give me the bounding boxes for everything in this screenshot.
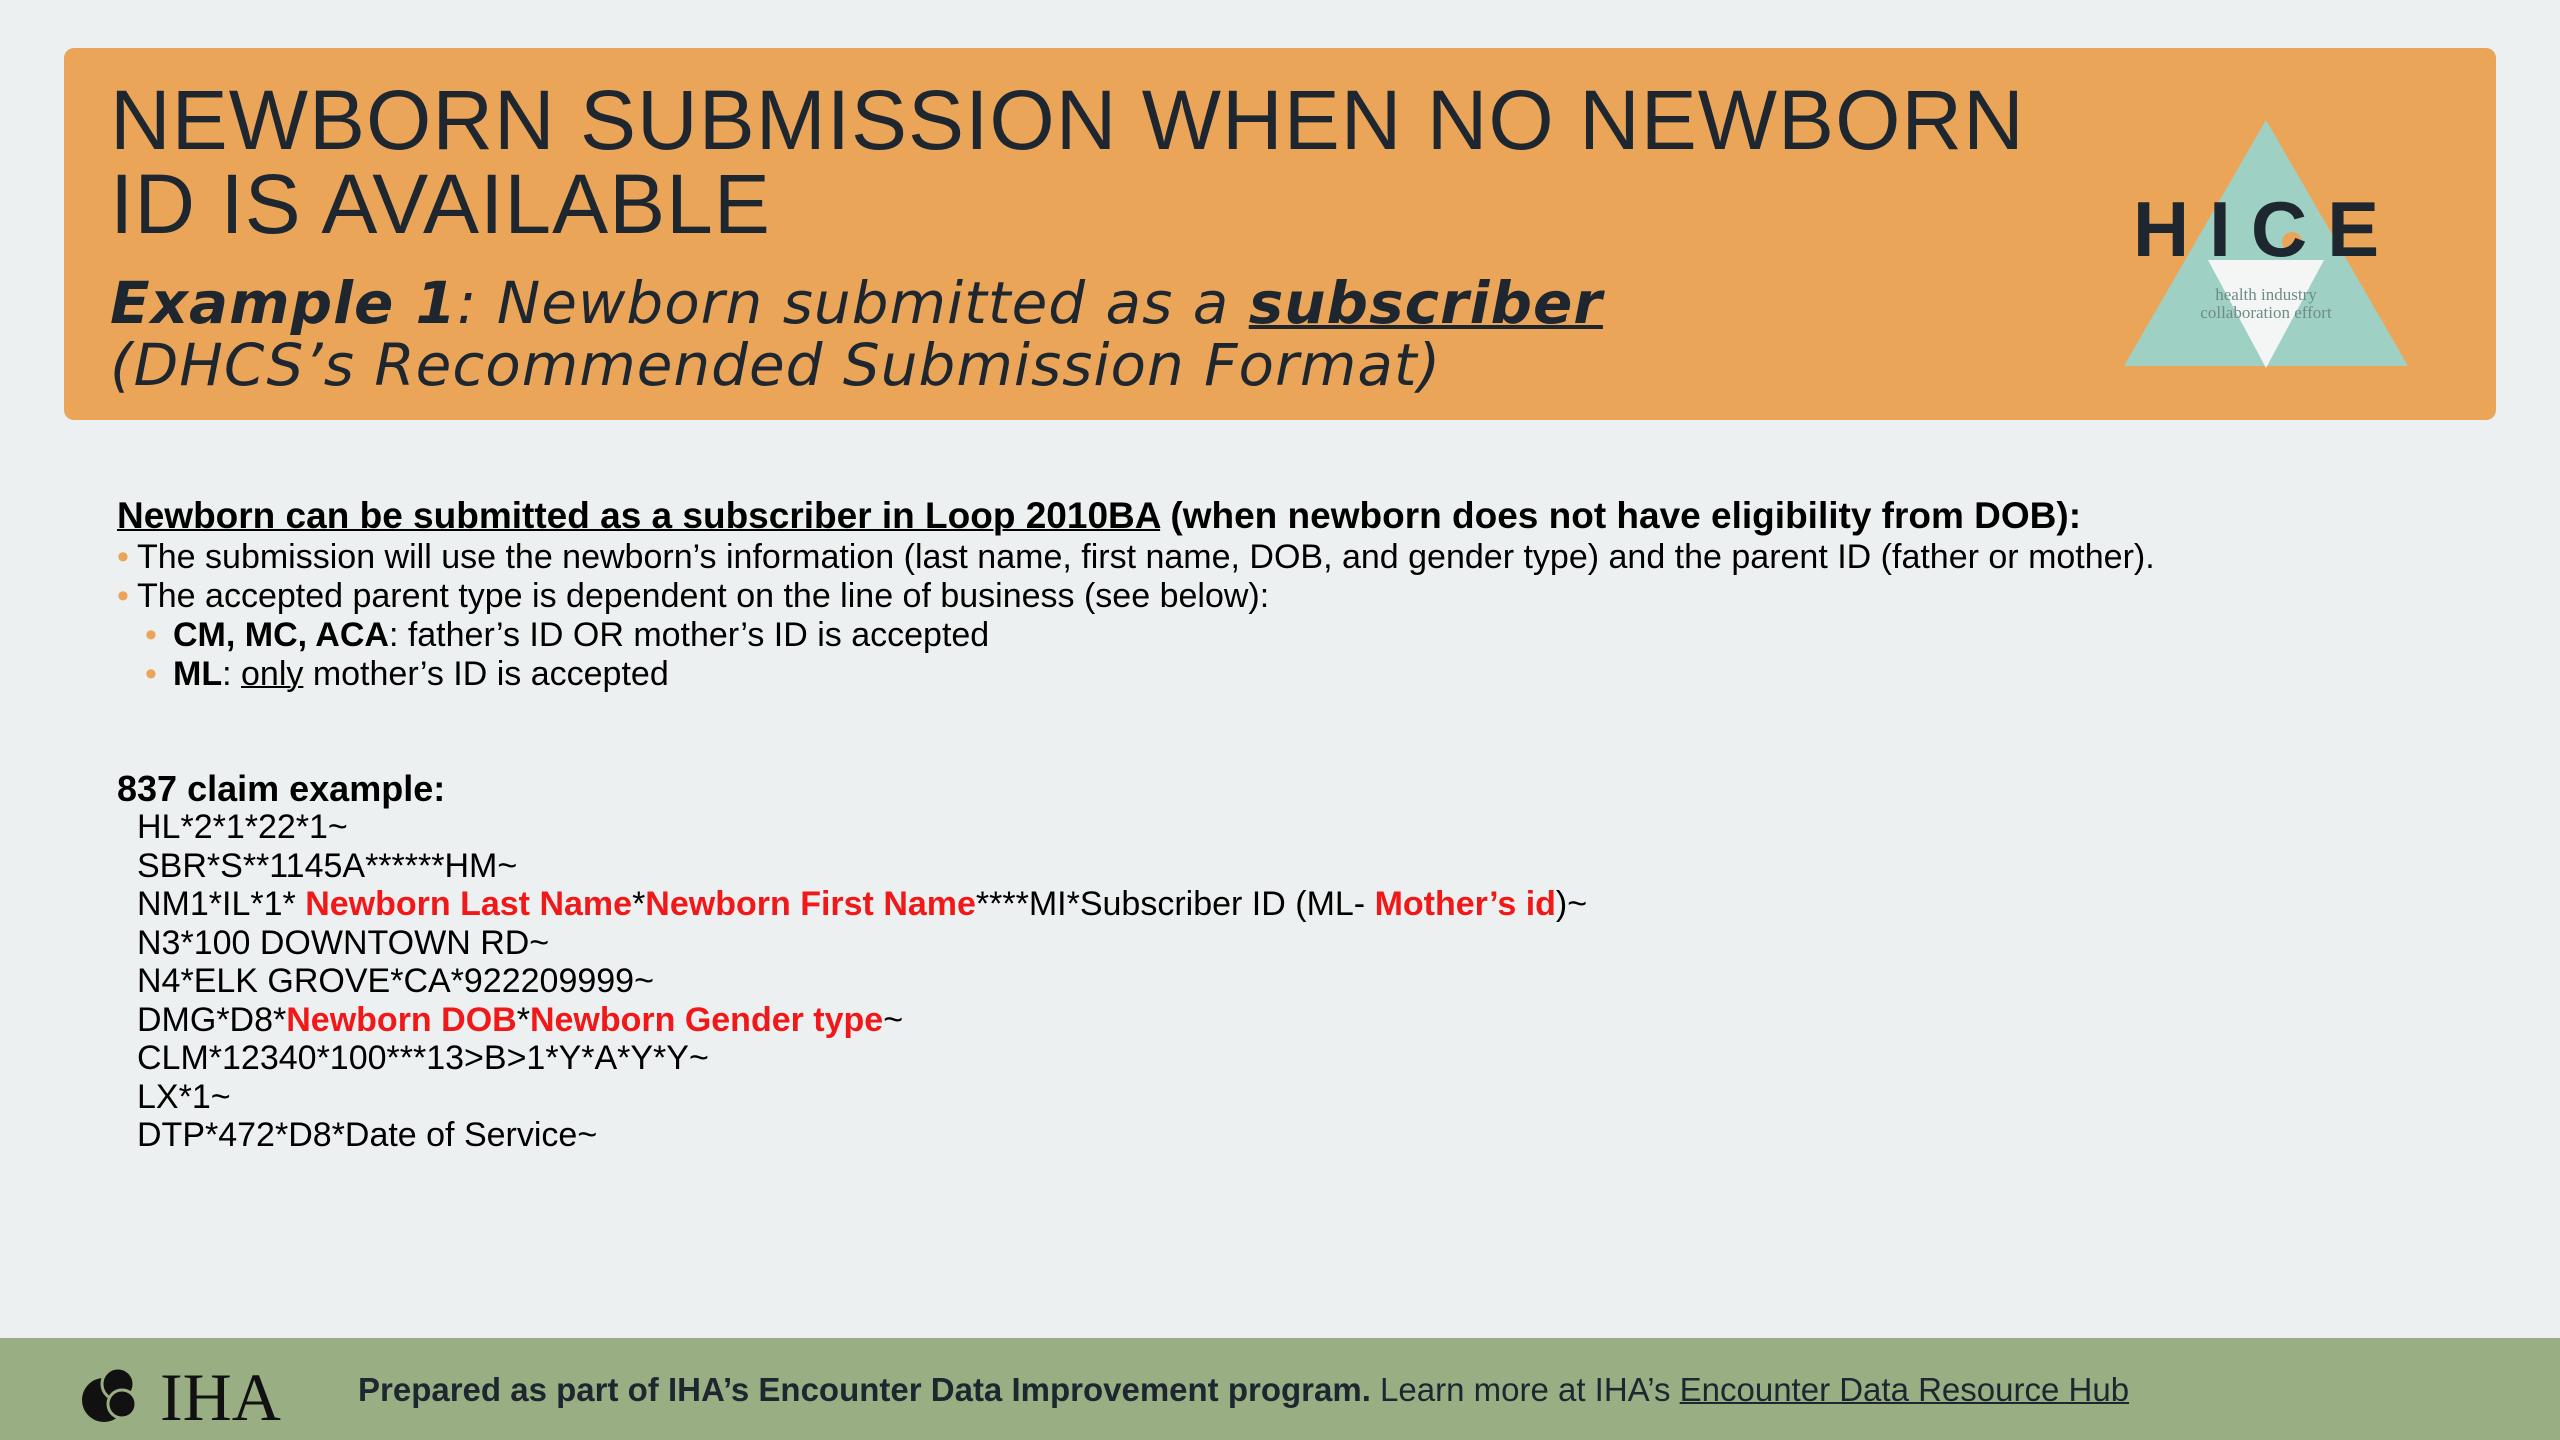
nm1-suffix: )~ (1555, 885, 1588, 923)
claim-line-dmg (137, 1001, 1587, 1040)
claim-line-n3: N3*100 DOWNTOWN RD~ (137, 923, 550, 962)
bullet-dot-icon: • (145, 655, 157, 693)
logo-tagline-1: health industry (2215, 285, 2317, 304)
only-emphasis: only (241, 655, 304, 693)
claim-example-title: 837 claim example: (117, 768, 446, 809)
bullet-text: The accepted parent type is dependent on the line of business (see below): (137, 577, 1270, 615)
logo-tagline-2: collaboration effort (2200, 303, 2332, 322)
iha-logo (78, 1360, 318, 1430)
hice-logo (2106, 110, 2426, 430)
bullet-text: mother’s ID is accepted (303, 655, 669, 693)
claim-line-clm: CLM*12340*100***13>B>1*Y*A*Y*Y~ (137, 1039, 709, 1077)
lead-statement (117, 494, 2417, 538)
content-section (117, 494, 2417, 694)
lob-ml: ML (173, 655, 223, 693)
dmg-dob: Newborn DOB (286, 1000, 517, 1039)
claim-line-hl: HL*2*1*22*1~ (137, 808, 348, 846)
nm1-first-name: Newborn First Name (645, 885, 976, 923)
list-item (117, 655, 2417, 694)
dmg-gender: Newborn Gender type (529, 1000, 884, 1039)
subtitle-mid: : Newborn submitted as a (456, 269, 1249, 337)
lead-rest: (when newborn does not have eligibility from DOB): (1160, 495, 2082, 536)
dmg-separator: * (516, 1000, 530, 1039)
claim-line-dtp: DTP*472*D8*Date of Service~ (137, 1116, 598, 1154)
list-item (117, 538, 2417, 577)
bullet-dot-icon: • (145, 616, 157, 654)
claim-line-n4: N4*ELK GROVE*CA*922209999~ (137, 962, 654, 1000)
bullet-dot-icon: • (117, 538, 129, 576)
footer-note (358, 1370, 2129, 1410)
claim-line-sbr: SBR*S**1145A******HM~ (137, 846, 518, 885)
footer-bold-text: Prepared as part of IHA’s Encounter Data Improvement program. (358, 1371, 1371, 1408)
subtitle-line-1 (110, 269, 2110, 337)
claim-line-lx: LX*1~ (137, 1077, 231, 1116)
nm1-separator: * (632, 885, 646, 923)
header-banner (64, 48, 2496, 420)
lob-cm-mc-aca: CM, MC, ACA (173, 616, 389, 654)
list-item (117, 577, 2417, 616)
dmg-prefix: DMG*D8* (137, 1000, 287, 1039)
claim-line-nm1 (137, 885, 1587, 924)
bullet-dot-icon: • (117, 577, 129, 615)
resource-hub-link[interactable]: Encounter Data Resource Hub (1679, 1371, 2130, 1408)
dmg-suffix: ~ (883, 1000, 904, 1039)
iha-logo-text: IHA (160, 1360, 281, 1430)
list-item (117, 616, 2417, 655)
nm1-last-name: Newborn Last Name (305, 885, 633, 923)
bullet-text: : father’s ID OR mother’s ID is accepted (388, 616, 990, 654)
nm1-mother-id: Mother’s id (1374, 885, 1556, 923)
bullet-list (117, 538, 2417, 694)
subtitle-keyword: subscriber (1248, 269, 1603, 337)
lead-underlined: Newborn can be submitted as a subscriber in Loop 2010BA (117, 495, 1161, 536)
bullet-text: The submission will use the newborn’s information (last name, first name, DOB, and gender type) and the parent ID (father or mother). (137, 538, 2155, 576)
logo-letters: HICE (2132, 185, 2400, 273)
page-subtitle (110, 269, 2110, 399)
footer-bar (0, 1338, 2560, 1440)
subtitle-example-label: Example 1 (110, 269, 457, 337)
iha-logo-circle-3 (108, 1390, 136, 1418)
bullet-sep: : (222, 655, 241, 693)
nm1-middle: ****MI*Subscriber ID (ML- (975, 885, 1375, 923)
title-line-2: ID IS AVAILABLE (110, 157, 771, 251)
nm1-prefix: NM1*IL*1* (137, 885, 306, 923)
subtitle-line-2: (DHCS’s Recommended Submission Format) (110, 331, 1442, 399)
footer-plain-text: Learn more at IHA’s (1370, 1371, 1680, 1408)
page-title (110, 73, 2110, 251)
title-line-1: NEWBORN SUBMISSION WHEN NO NEWBORN (110, 73, 2025, 167)
claim-example (137, 808, 1587, 1155)
